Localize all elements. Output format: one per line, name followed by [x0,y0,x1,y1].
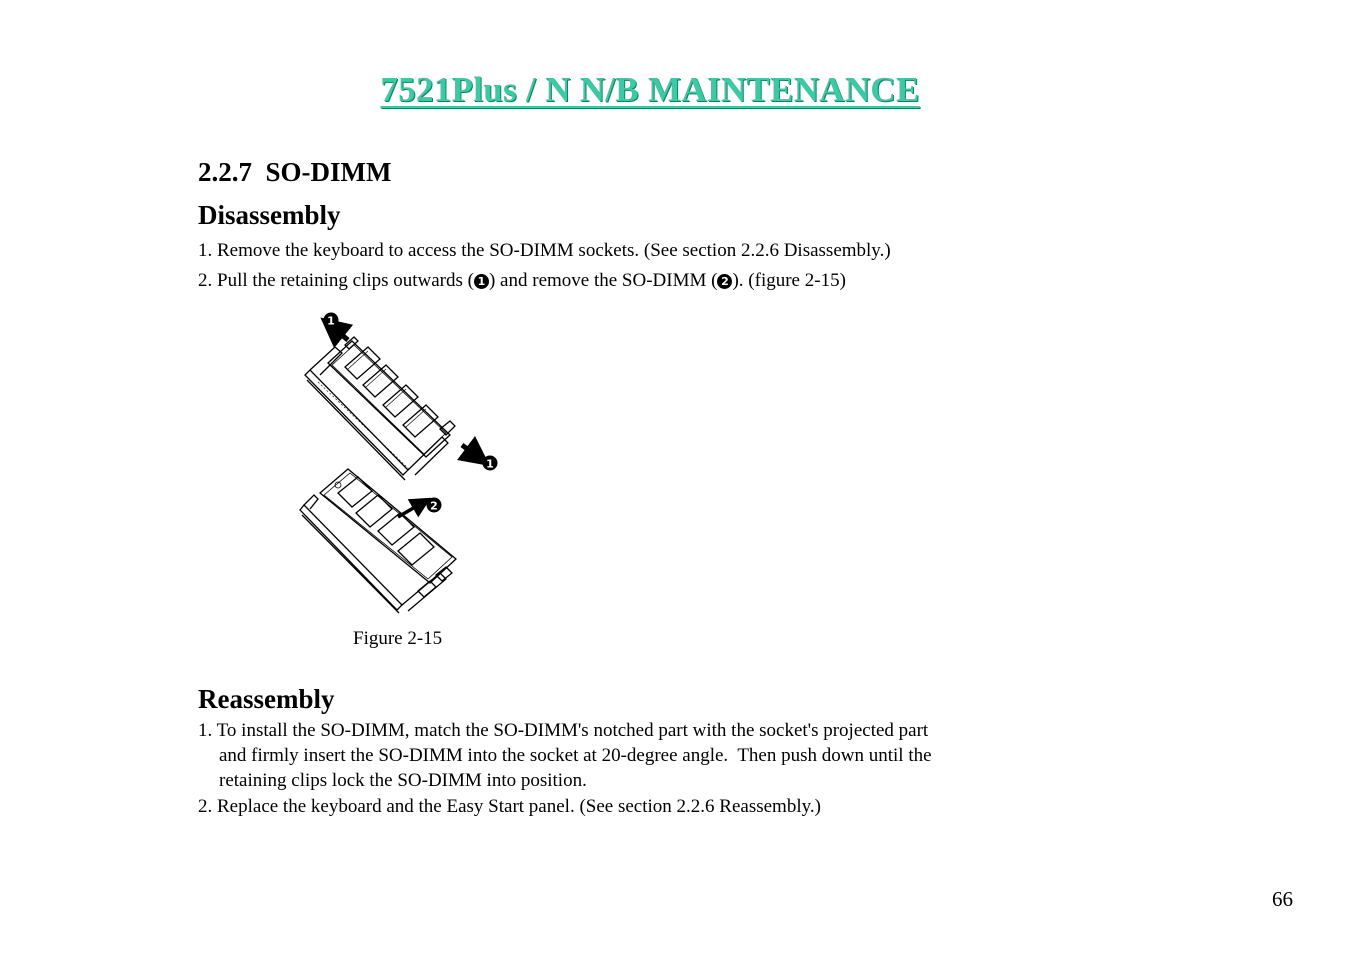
reassembly-heading: Reassembly [198,684,335,714]
svg-text:2: 2 [430,499,438,513]
step-2-text-a: 2. Pull the retaining clips outwards ( [198,270,474,291]
circled-number-1-icon: 1 [474,274,489,289]
step-2-text-b: ) and remove the SO-DIMM ( [488,270,718,291]
so-dimm-figure [290,305,520,620]
marker-1-bottom-icon [483,456,498,471]
clip-arrow-bottom [462,445,478,457]
page-number: 66 [1272,887,1293,911]
clip-arrow-top [332,327,348,340]
disassembly-step-1: 1. Remove the keyboard to access the SO-DIMM sockets. (See section 2.2.6 Disassembly.) [198,240,891,261]
reassembly-step-2: 2. Replace the keyboard and the Easy Start panel. (See section 2.2.6 Reassembly.) [198,796,821,817]
upper-socket-illustration [305,337,455,480]
remove-arrow [398,503,422,517]
marker-1-top-icon [324,313,339,328]
page-title: 7521Plus / N N/B MAINTENANCE [380,70,920,109]
lower-socket-illustration [300,469,456,613]
marker-2-icon [427,498,442,513]
svg-text:1: 1 [327,314,335,328]
step-2-text-c: ). (figure 2-15) [732,270,846,291]
so-dimm-diagram [290,305,520,620]
reassembly-step-1-line-2: and firmly insert the SO-DIMM into the socket at 20-degree angle. Then push down until the [219,745,932,766]
circled-number-2-icon: 2 [717,274,732,289]
svg-text:1: 1 [486,457,494,471]
reassembly-step-1-line-1: 1. To install the SO-DIMM, match the SO-DIMM's notched part with the socket's projected part [198,720,929,741]
disassembly-step-2 [198,268,846,293]
section-heading: 2.2.7 SO-DIMM [198,157,392,187]
disassembly-heading: Disassembly [198,200,341,230]
figure-caption: Figure 2-15 [353,628,443,649]
reassembly-step-1-line-3: retaining clips lock the SO-DIMM into position. [219,770,587,791]
